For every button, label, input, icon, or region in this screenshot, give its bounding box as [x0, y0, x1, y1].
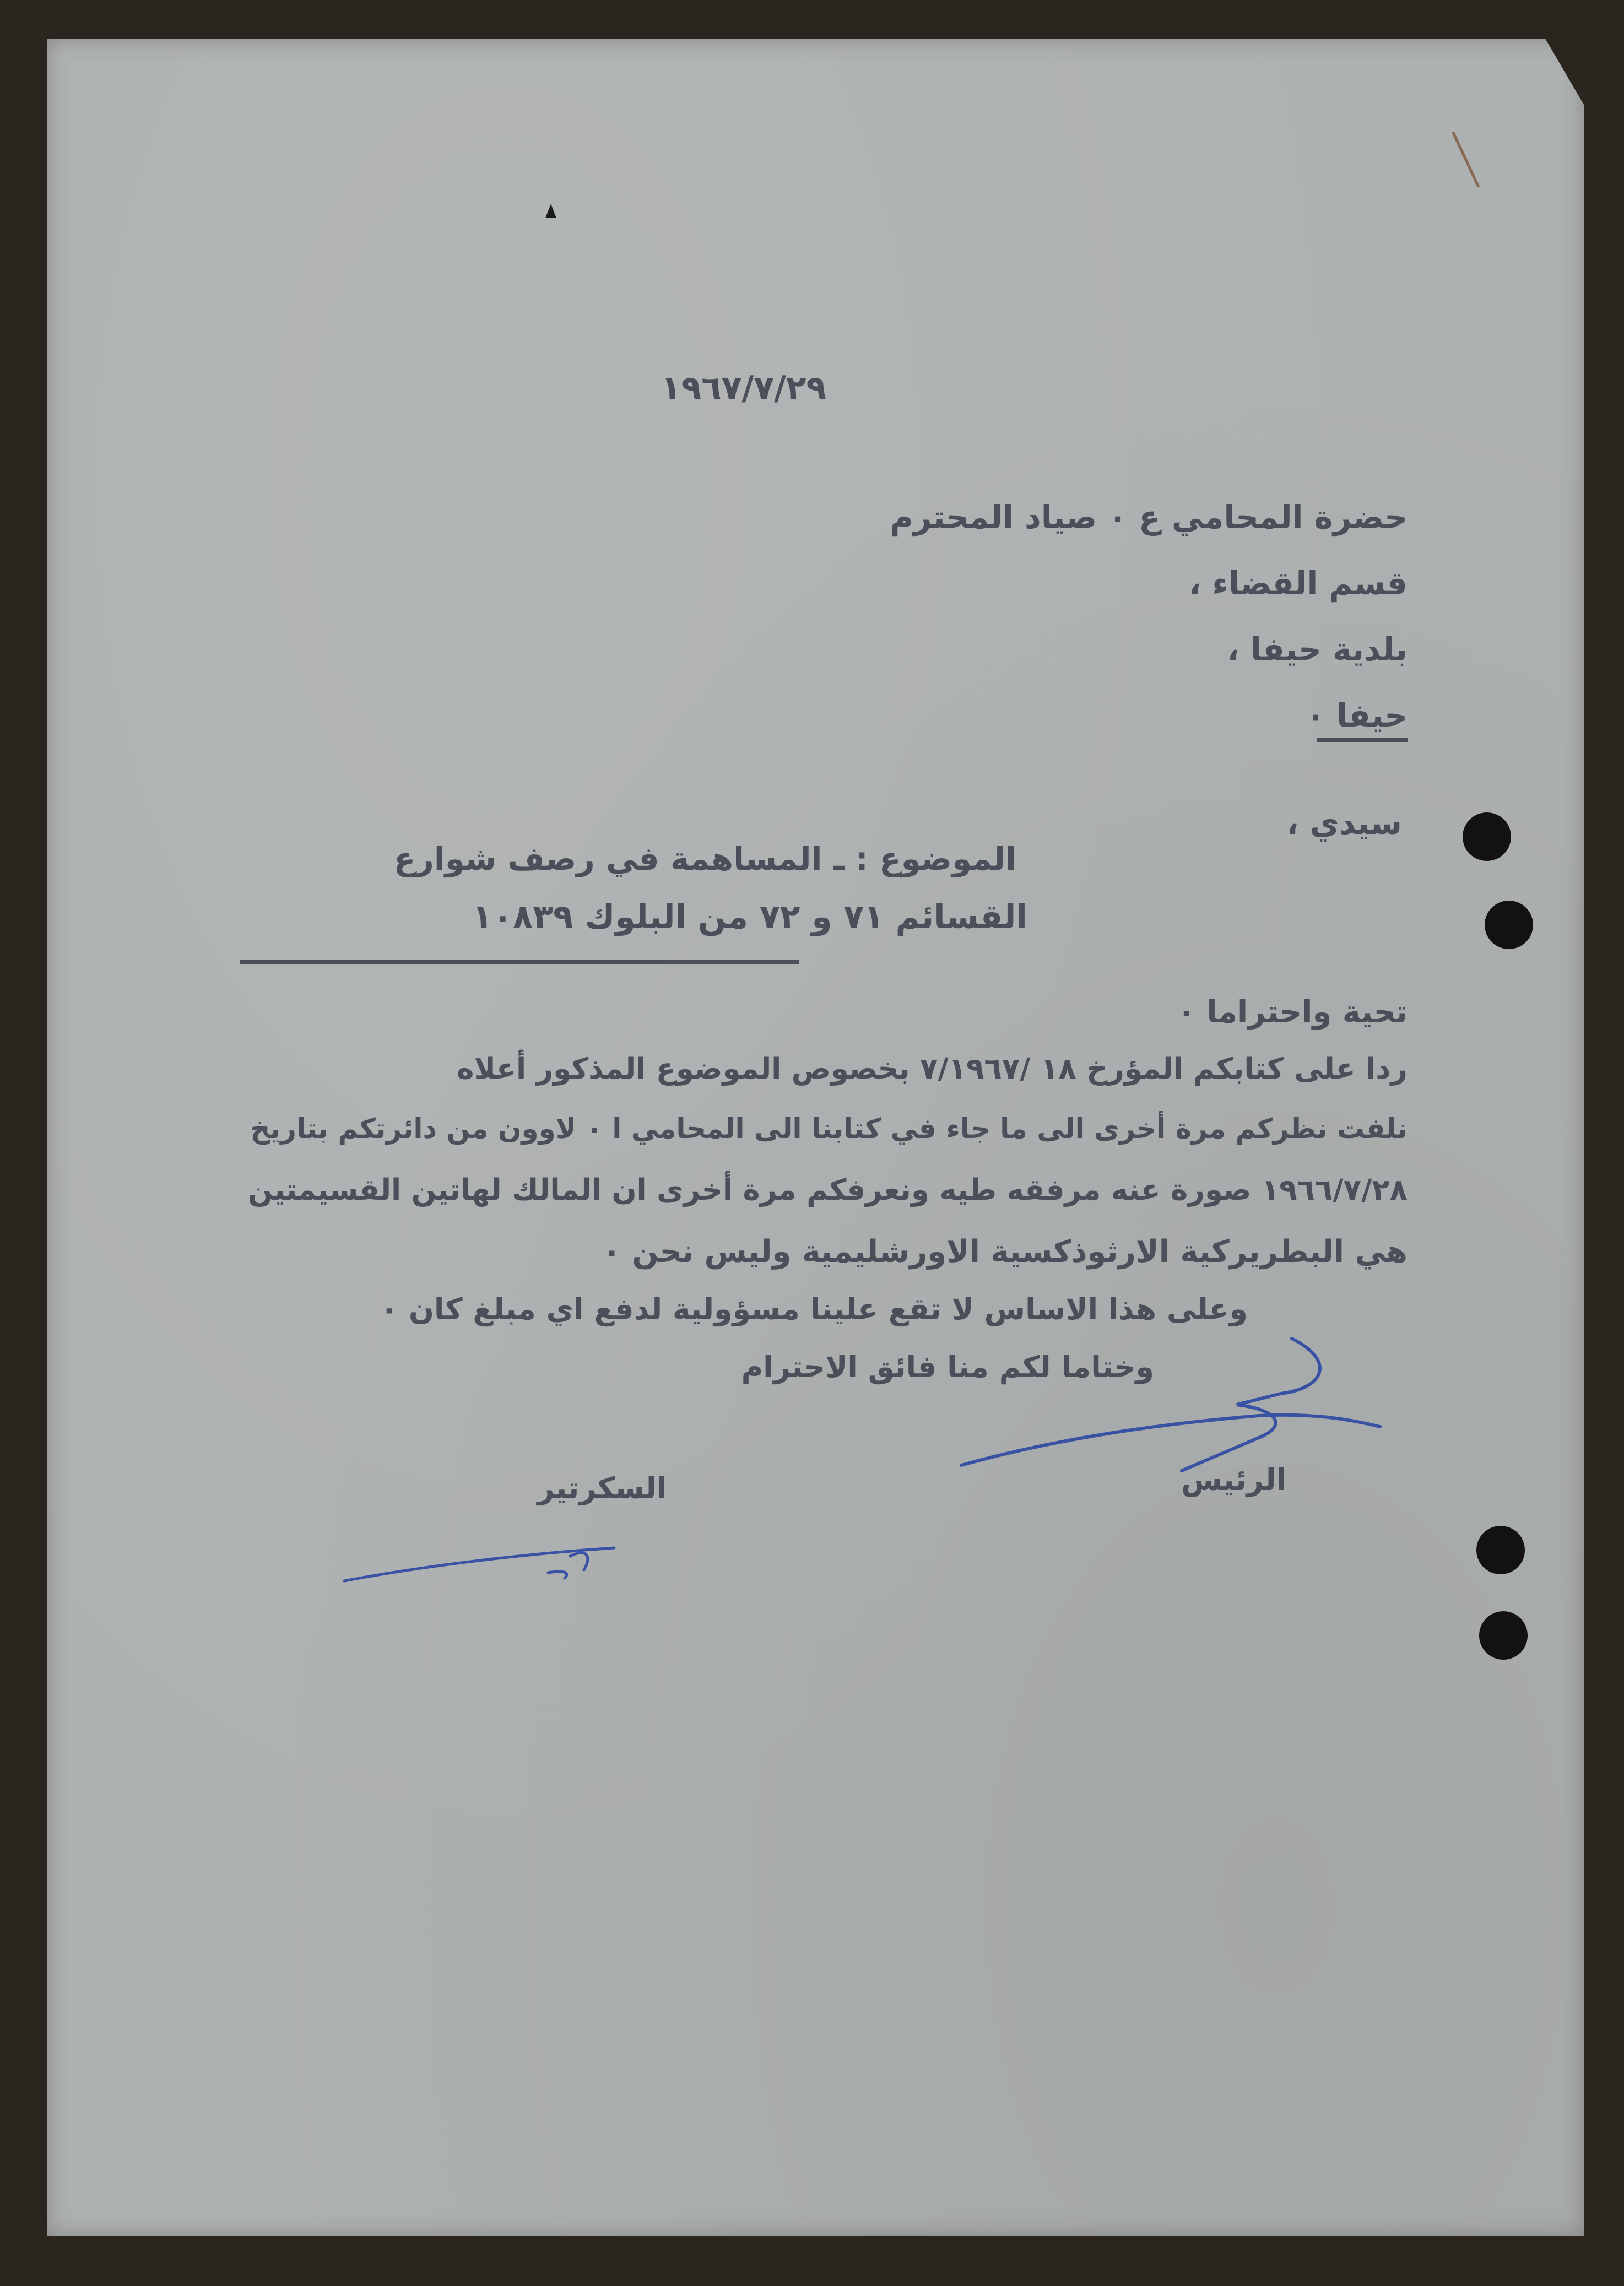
body-line: هي البطريركية الارثوذكسية الاورشليمية وليس نحن ٠ [602, 1234, 1408, 1270]
secretary-title: السكرتير [537, 1471, 667, 1505]
body-line: وعلى هذا الاساس لا تقع علينا مسؤولية لدفع اي مبلغ كان ٠ [380, 1292, 1248, 1326]
recipient-underline [1317, 738, 1408, 742]
greeting: تحية واحتراما ٠ [1177, 994, 1408, 1030]
president-signature [950, 1328, 1391, 1504]
body-line: ١٩٦٦/٧/٢٨ صورة عنه مرفقه طيه ونعرفكم مرة أخرى ان المالك لهاتين القسيمتين [247, 1173, 1408, 1207]
rust-stain [1452, 115, 1514, 187]
salutation: سيدي ، [1286, 804, 1402, 842]
ink-speck [545, 204, 556, 218]
punch-hole [1476, 1526, 1525, 1574]
recipient-municipality: بلدية حيفا ، [1227, 631, 1408, 668]
punch-hole [1463, 812, 1511, 861]
letter-sheet [47, 39, 1584, 2236]
subject-detail: القسائم ٧١ و ٧٢ من البلوك ١٠٨٣٩ [472, 898, 1027, 936]
subject-label: الموضوع : ـ المساهمة في رصف شوارع [393, 840, 1016, 877]
recipient-department: قسم القضاء ، [1189, 565, 1408, 602]
punch-hole [1485, 901, 1533, 949]
president-title: الرئيس [1181, 1462, 1286, 1497]
subject-underline [240, 960, 799, 964]
recipient-name: حضرة المحامي ع ٠ صياد المحترم [890, 499, 1408, 536]
torn-corner [1545, 39, 1584, 105]
body-line: ردا على كتابكم المؤرخ ١٨ /٧/١٩٦٧ بخصوص الموضوع المذكور أعلاه [457, 1052, 1408, 1086]
body-line: نلفت نظركم مرة أخرى الى ما جاء في كتابنا الى المحامي ا ٠ لاوون من دائرتكم بتاريخ [250, 1113, 1408, 1145]
punch-hole [1479, 1611, 1528, 1660]
closing-line: وختاما لكم منا فائق الاحترام [741, 1350, 1154, 1384]
recipient-city: حيفا ٠ [1306, 697, 1408, 734]
letter-date: ١٩٦٧/٧/٢٩ [661, 369, 827, 408]
secretary-signature [333, 1526, 642, 1592]
